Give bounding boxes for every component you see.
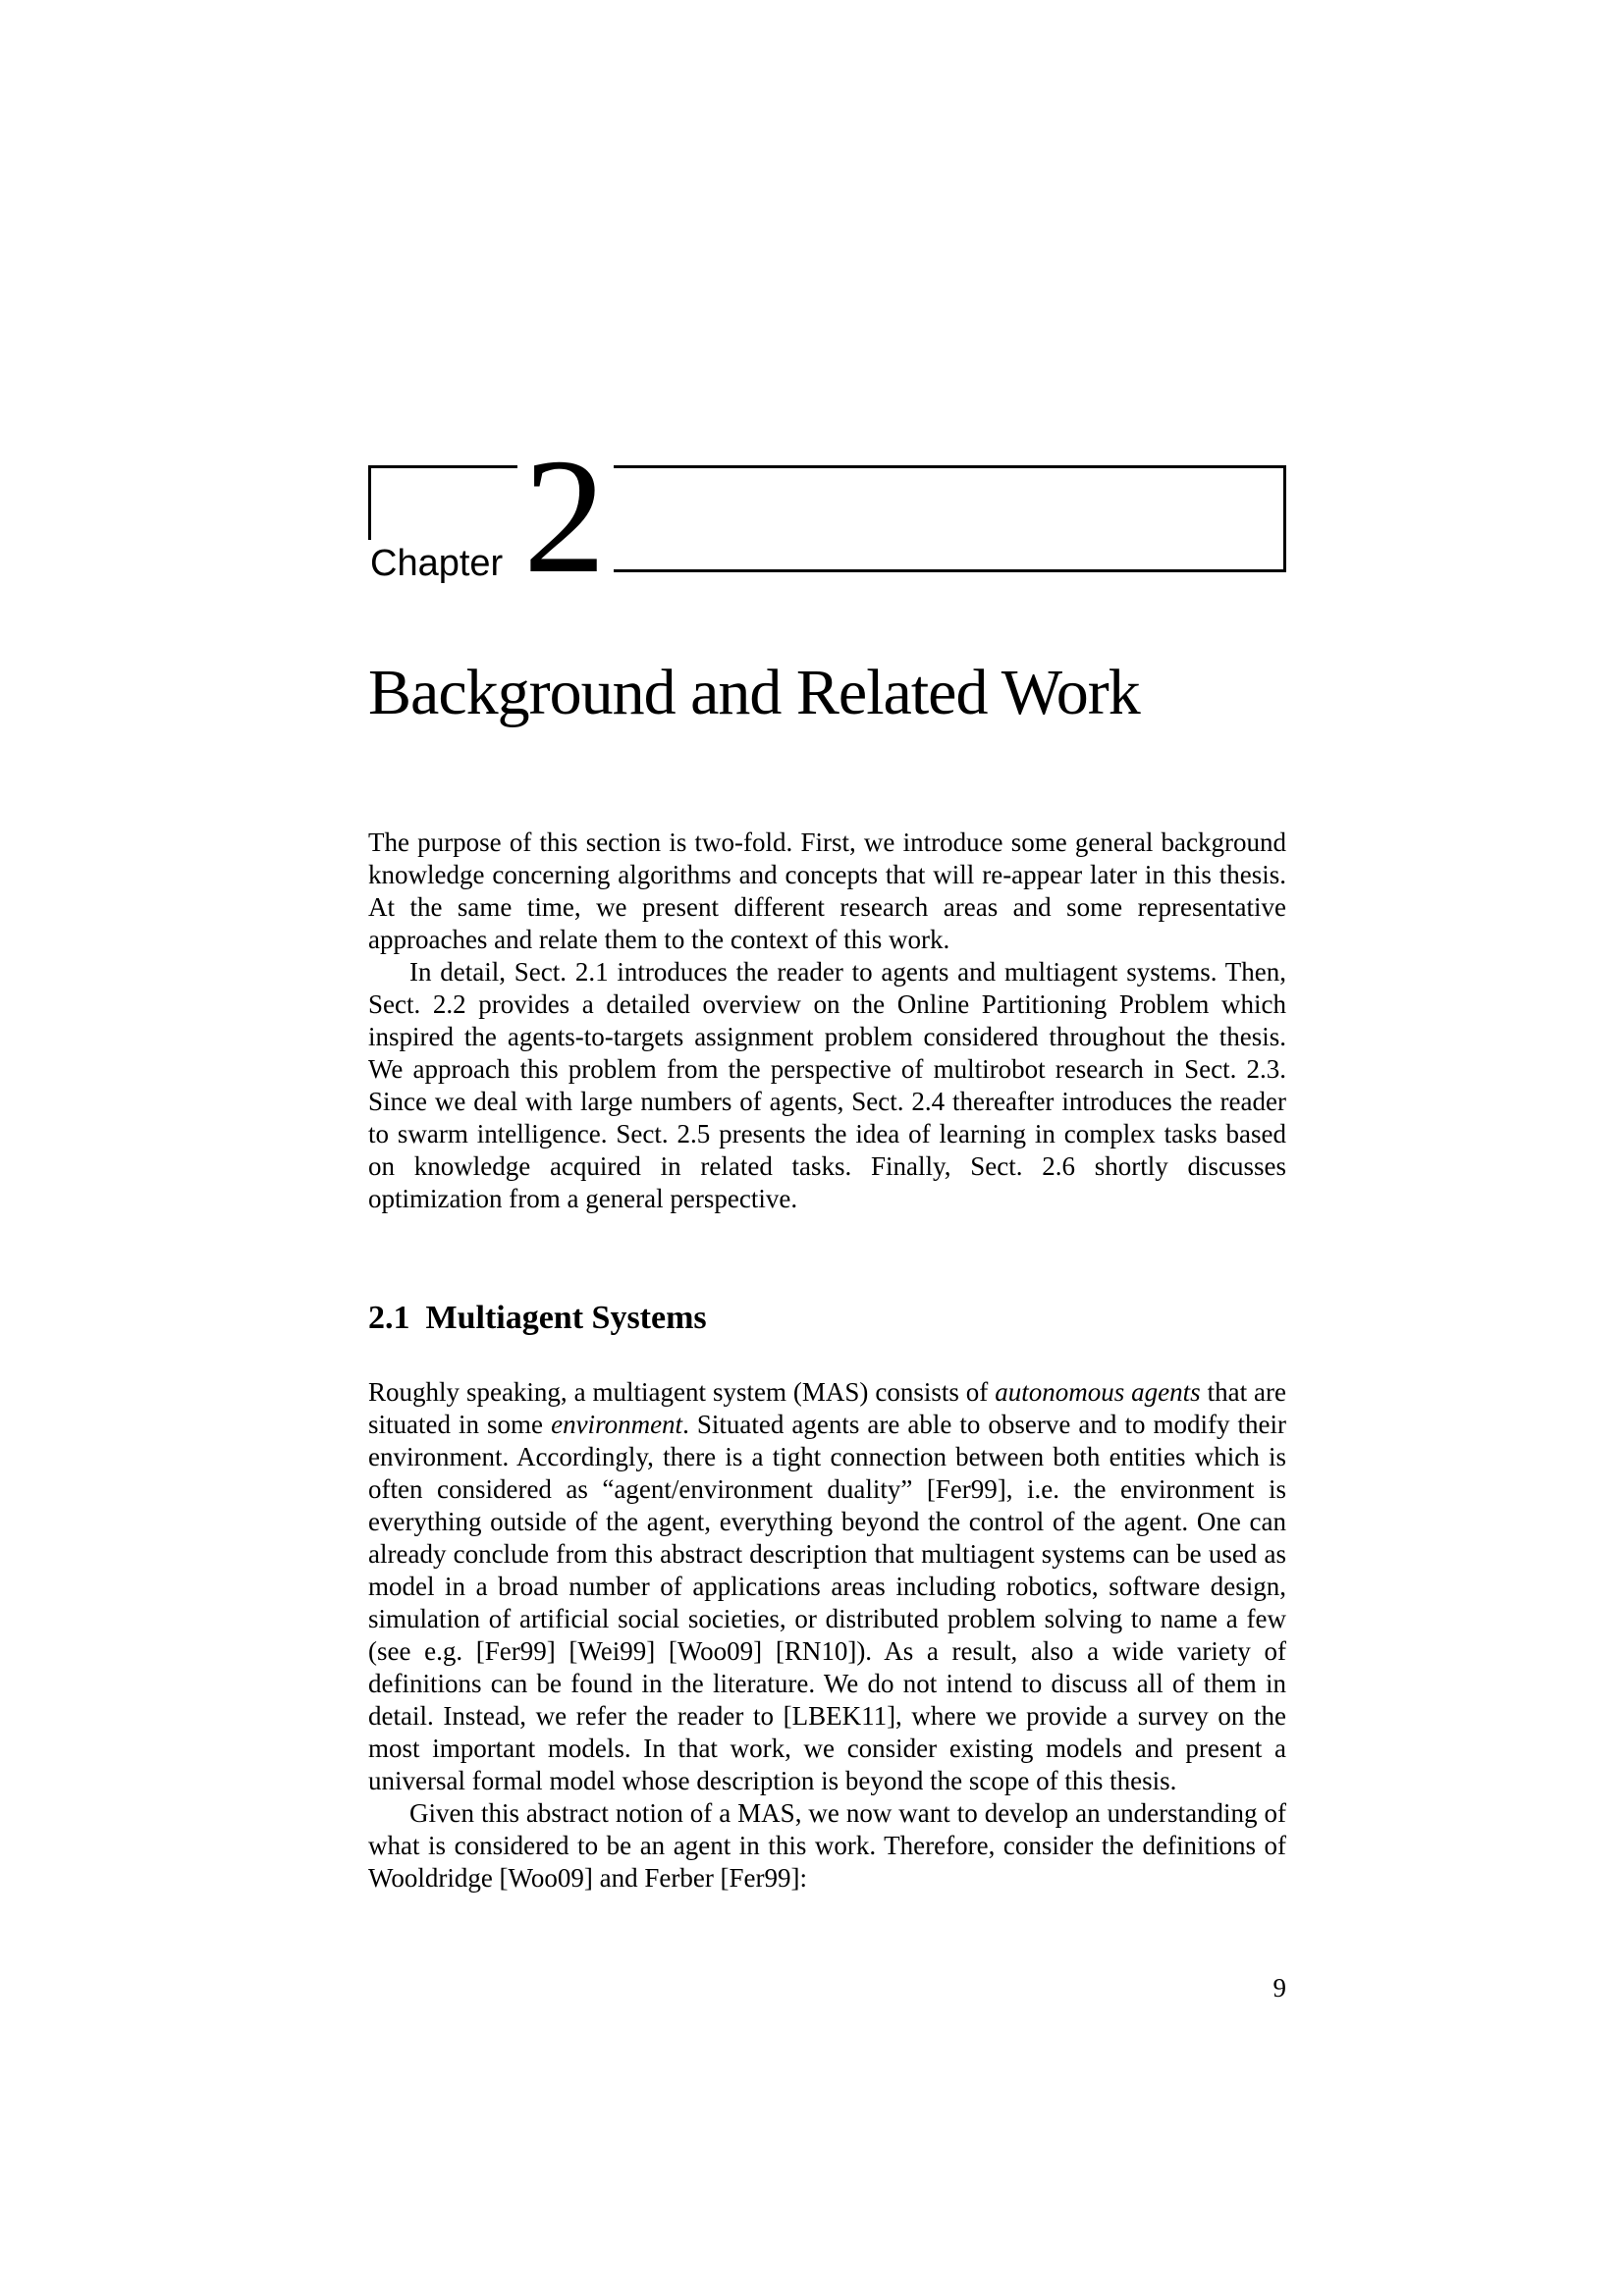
chapter-rule-top-right — [614, 465, 1286, 468]
intro-paragraph-2: In detail, Sect. 2.1 introduces the reader to agents and multiagent systems. Then, Sect. 2.2 provides a detailed overview on the Online Partitioning Problem which inspired the agents-to-targets assignment problem considered throughout the thesis. We approach this problem from the perspective of multirobot research in Sect. 2.3. Since we deal with large numbers of agents, Sect. 2.4 thereafter introduces the reader to swarm intelligence. Sect. 2.5 presents the idea of learning in complex tasks based on knowledge acquired in related tasks. Finally, Sect. 2.6 shortly discusses optimization from a general perspective. — [368, 957, 1286, 1213]
body-paragraph-2: Given this abstract notion of a MAS, we now want to develop an understanding of what is considered to be an agent in this work. Therefore, consider the definitions of Wooldridge [Woo09] and Ferber [Fer99]: — [368, 1798, 1286, 1893]
chapter-rule-right — [1283, 465, 1286, 572]
body-text-segment: Roughly speaking, a multiagent system (MAS) consists of — [368, 1377, 996, 1407]
body-paragraph-1 — [368, 1376, 1286, 1797]
chapter-number: 2 — [523, 425, 606, 608]
section-body — [368, 1376, 1286, 1895]
chapter-rule-left — [368, 465, 371, 540]
section-number: 2.1 — [368, 1300, 410, 1336]
text-column — [368, 0, 1286, 2296]
chapter-rule-bottom — [614, 569, 1286, 572]
section-title: Multiagent Systems — [425, 1300, 707, 1336]
chapter-title: Background and Related Work — [368, 657, 1140, 728]
body-text-segment: . Situated agents are able to observe and to modify their environment. Accordingly, there is a tight connection between both entities which is often considered as “agent/environment duality” [Fer99], i.e. the environment is everything outside of the agent, everything beyond the control of the agent. One can already conclude from this abstract description that multiagent systems can be used as model in a broad number of applications areas including robotics, software design, simulation of artificial social societies, or distributed problem solving to name a few (see e.g. [Fer99] [Wei99] [Woo09] [RN10]). As a result, also a wide variety of definitions can be found in the literature. We do not intend to discuss all of them in detail. Instead, we refer the reader to [LBEK11], where we provide a survey on the most important models. In that work, we consider existing models and present a universal formal model whose description is beyond the scope of this thesis. — [368, 1410, 1286, 1795]
section-heading — [368, 1299, 707, 1338]
chapter-rule-top-left — [368, 465, 517, 468]
chapter-label: Chapter — [370, 543, 504, 584]
chapter-header — [368, 425, 1286, 608]
body-text-segment: that are situated in some — [368, 1377, 1287, 1439]
italic-term-autonomous-agents: autonomous agents — [995, 1377, 1201, 1407]
italic-term-environment: environment — [551, 1410, 683, 1439]
intro-section — [368, 827, 1286, 1215]
page-number: 9 — [1272, 1973, 1286, 2002]
intro-paragraph-1: The purpose of this section is two-fold. First, we introduce some general background knowledge concerning algorithms and concepts that will re-appear later in this thesis. At the same time, we present different research areas and some representative approaches and relate them to the context of this work. — [368, 828, 1286, 954]
